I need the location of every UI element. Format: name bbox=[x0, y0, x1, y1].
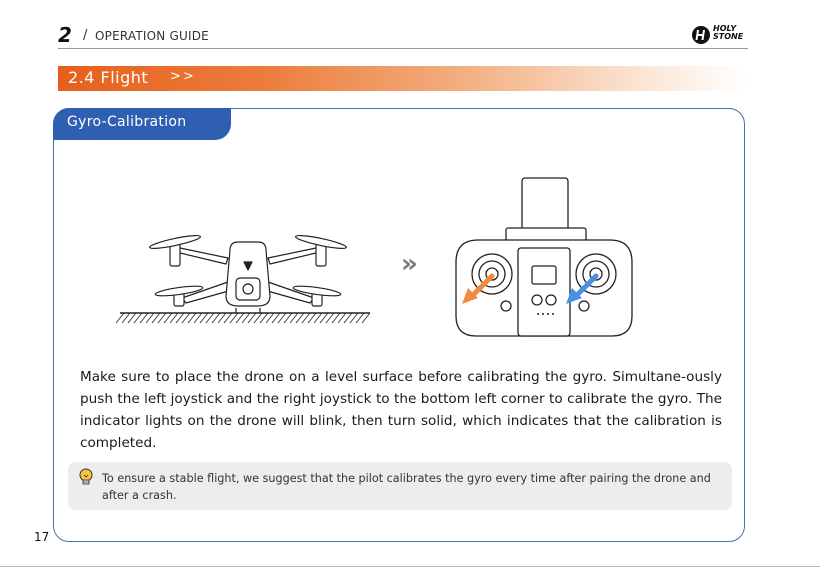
drone-illustration bbox=[149, 233, 347, 313]
section-arrows: >> bbox=[170, 69, 196, 84]
footer-divider bbox=[0, 566, 820, 567]
lightbulb-icon bbox=[78, 468, 94, 486]
section-title: 2.4 Flight bbox=[68, 68, 149, 87]
step-arrow-icon: » bbox=[401, 249, 418, 279]
chapter-title: OPERATION GUIDE bbox=[95, 29, 209, 43]
page-number: 17 bbox=[34, 530, 50, 544]
calibration-instructions: Make sure to place the drone on a level surface before calibrating the gyro. Simultane-ously push the left joystick and the right joystick to the bottom left corner to calibrate the gyro. The indicator lights on the drone will blink, then turn solid, which indicates that the calibration is completed. bbox=[80, 369, 722, 451]
tip-box bbox=[68, 462, 732, 510]
remote-controller-illustration bbox=[456, 178, 632, 336]
chapter-separator: / bbox=[83, 28, 88, 43]
panel-tab-label: Gyro-Calibration bbox=[67, 114, 187, 130]
brand-logo-text: HOLY STONE bbox=[713, 24, 744, 41]
ground-surface bbox=[116, 313, 370, 323]
chapter-number: 2 bbox=[58, 23, 71, 47]
tip-text: To ensure a stable flight, we suggest that the pilot calibrates the gyro every time after pairing the drone and after a crash. bbox=[102, 472, 711, 502]
